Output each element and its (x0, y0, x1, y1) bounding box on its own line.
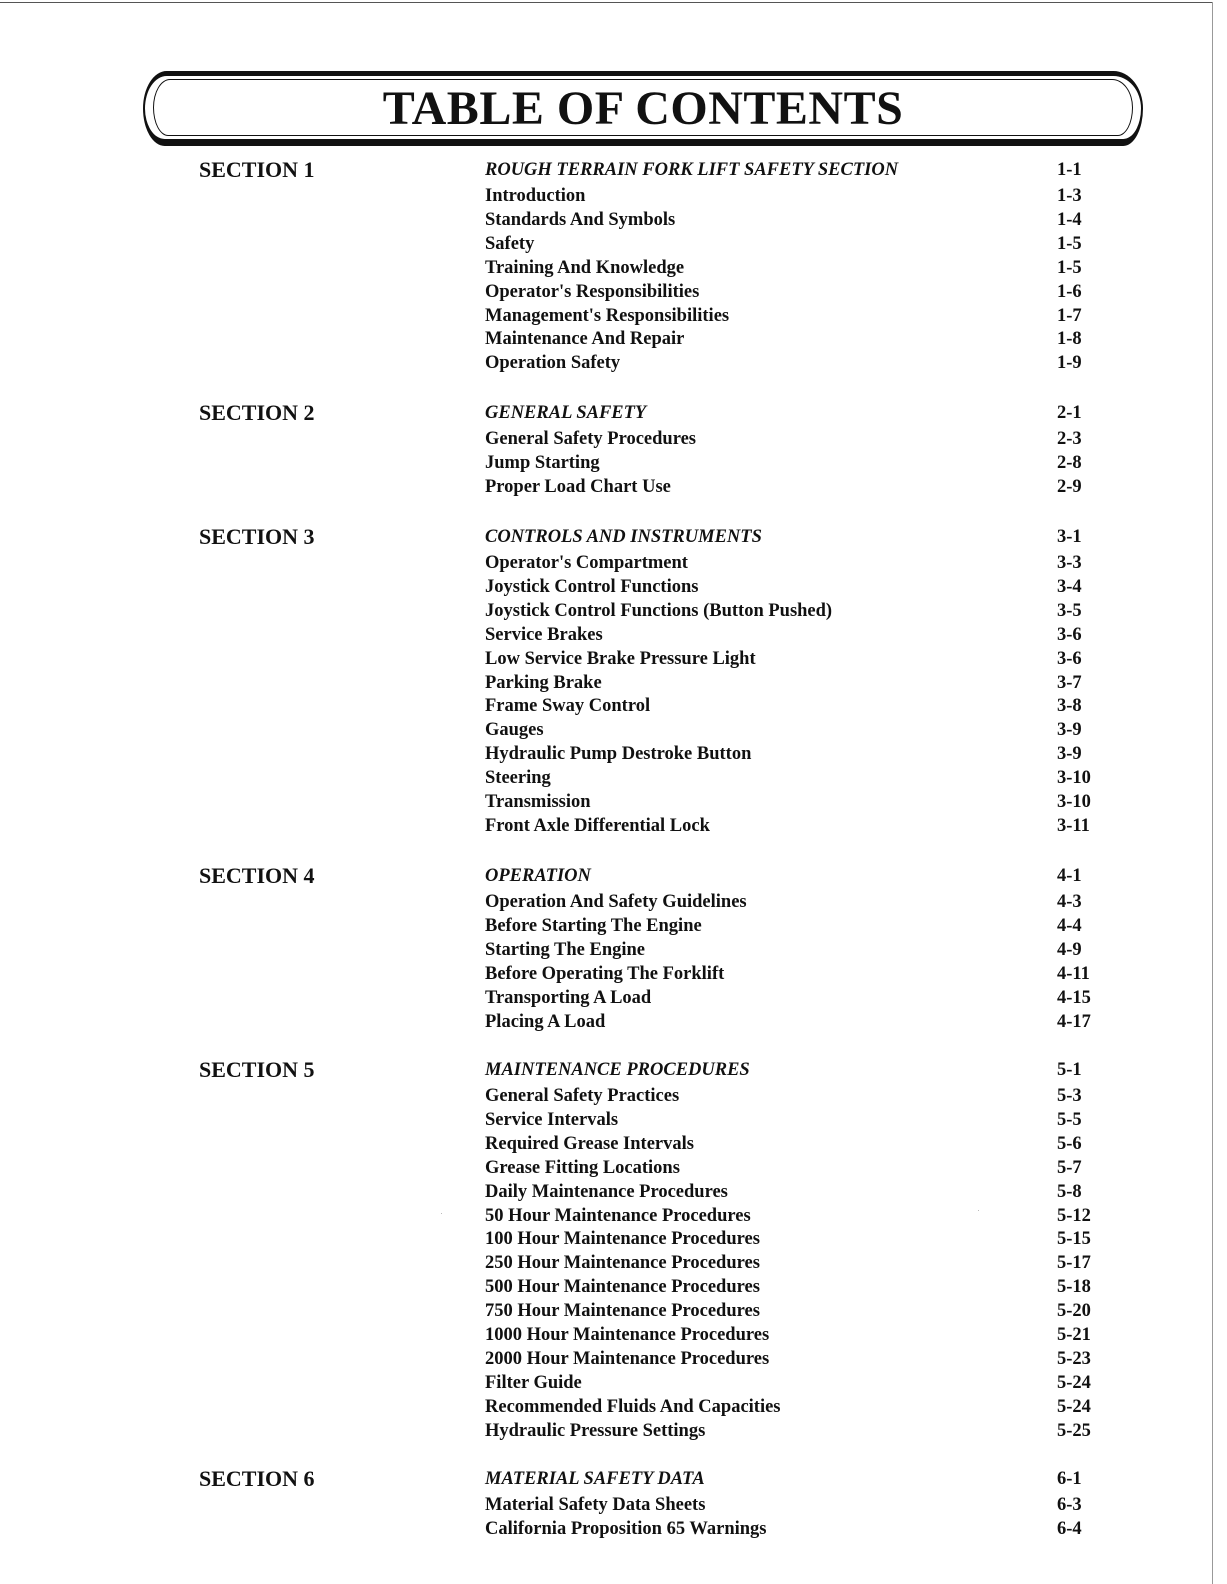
toc-entry-row[interactable] (0, 1156, 1227, 1180)
toc-entry-title: California Proposition 65 Warnings (485, 1518, 767, 1539)
toc-entry-row[interactable] (0, 184, 1227, 208)
toc-entry-title: 250 Hour Maintenance Procedures (485, 1253, 760, 1274)
section-heading-title: MATERIAL SAFETY DATA (485, 1469, 705, 1489)
toc-entry-title: General Safety Practices (485, 1086, 680, 1106)
toc-entry-title: Starting The Engine (485, 939, 646, 960)
toc-entry-title: Training And Knowledge (485, 257, 685, 278)
toc-entry-page-number: 3-8 (1057, 696, 1082, 717)
toc-entry-row[interactable] (0, 475, 1227, 499)
toc-entry-page-number: 3-10 (1057, 792, 1091, 812)
section-heading-title: ROUGH TERRAIN FORK LIFT SAFETY SECTION (485, 160, 899, 180)
toc-entry-row[interactable] (0, 694, 1227, 718)
toc-entry-page-number: 3-4 (1057, 576, 1082, 597)
toc-entry-row[interactable] (0, 1323, 1227, 1347)
toc-entry-page-number: 2-3 (1057, 429, 1082, 449)
toc-entry-title: Recommended Fluids And Capacities (485, 1396, 781, 1417)
toc-entry-page-number: 5-24 (1057, 1396, 1091, 1417)
toc-entry-title: Operation Safety (485, 353, 621, 374)
section-label: SECTION 6 (199, 1466, 315, 1491)
toc-entry-row[interactable] (0, 1132, 1227, 1156)
toc-entry-row[interactable] (0, 1010, 1227, 1034)
section-heading-page-number: 1-1 (1057, 160, 1082, 180)
toc-entry-row[interactable] (0, 986, 1227, 1010)
toc-entry-page-number: 5-5 (1057, 1109, 1082, 1130)
toc-entry-title: General Safety Procedures (485, 429, 696, 449)
toc-entry-title: Safety (485, 233, 535, 254)
toc-entry-page-number: 5-23 (1057, 1348, 1091, 1369)
toc-entry-row[interactable] (0, 790, 1227, 814)
scan-speck (978, 1210, 979, 1211)
toc-entry-title: Joystick Control Functions (Button Pushed) (485, 600, 833, 621)
toc-entry-page-number: 5-24 (1057, 1372, 1091, 1393)
toc-entry-row[interactable] (0, 914, 1227, 938)
toc-entry-title: Front Axle Differential Lock (485, 815, 710, 836)
toc-entry-page-number: 3-11 (1057, 815, 1090, 836)
toc-entry-title: Transporting A Load (485, 987, 652, 1008)
section-label: SECTION 3 (199, 524, 315, 549)
toc-entry-title: Hydraulic Pump Destroke Button (485, 744, 752, 765)
toc-entry-title: Gauges (485, 720, 544, 741)
section-heading-title: OPERATION (485, 866, 591, 886)
toc-entry-row[interactable] (0, 814, 1227, 838)
toc-entry-page-number: 1-8 (1057, 329, 1082, 350)
toc-entry-row[interactable] (0, 575, 1227, 599)
toc-entry-row[interactable] (0, 327, 1227, 351)
toc-entry-title: Operation And Safety Guidelines (485, 892, 747, 912)
toc-entry-page-number: 6-3 (1057, 1495, 1082, 1515)
toc-entry-row[interactable] (0, 938, 1227, 962)
toc-entry-title: Introduction (485, 186, 586, 206)
toc-entry-row[interactable] (0, 890, 1227, 914)
toc-entry-page-number: 1-6 (1057, 281, 1082, 302)
section-heading-row[interactable] (0, 864, 1227, 888)
toc-entry-row[interactable] (0, 1371, 1227, 1395)
toc-entry-row[interactable] (0, 718, 1227, 742)
toc-entry-page-number: 5-15 (1057, 1229, 1091, 1250)
toc-entry-title: Service Intervals (485, 1109, 619, 1130)
toc-entry-page-number: 4-11 (1057, 963, 1090, 984)
toc-entry-page-number: 2-9 (1057, 476, 1082, 497)
toc-entry-page-number: 5-21 (1057, 1325, 1091, 1345)
toc-entry-page-number: 3-7 (1057, 672, 1082, 693)
section-label: SECTION 2 (199, 400, 315, 425)
toc-entry-row[interactable] (0, 1108, 1227, 1132)
toc-entry-row[interactable] (0, 623, 1227, 647)
toc-entry-page-number: 1-3 (1057, 186, 1082, 206)
toc-entry-page-number: 1-7 (1057, 305, 1082, 326)
toc-entry-title: 2000 Hour Maintenance Procedures (485, 1348, 770, 1369)
toc-entry-title: Joystick Control Functions (485, 576, 699, 597)
toc-entry-page-number: 5-6 (1057, 1133, 1082, 1154)
toc-entry-title: Transmission (485, 792, 591, 812)
toc-entry-row[interactable] (0, 599, 1227, 623)
toc-entry-row[interactable] (0, 1299, 1227, 1323)
toc-entry-title: 100 Hour Maintenance Procedures (485, 1229, 760, 1250)
toc-entry-row[interactable] (0, 742, 1227, 766)
page-title: TABLE OF CONTENTS (382, 81, 904, 135)
toc-entry-row[interactable] (0, 766, 1227, 790)
section-heading-page-number: 3-1 (1057, 527, 1082, 547)
toc-entry-title: Service Brakes (485, 624, 603, 645)
section-heading-row[interactable] (0, 1058, 1227, 1082)
toc-entry-title: Required Grease Intervals (485, 1133, 694, 1154)
toc-entry-title: Daily Maintenance Procedures (485, 1181, 728, 1202)
toc-entry-title: Before Operating The Forklift (485, 963, 725, 984)
toc-entry-page-number: 4-4 (1057, 915, 1082, 936)
toc-entry-title: Maintenance And Repair (485, 329, 685, 350)
section-heading-row[interactable] (0, 1467, 1227, 1491)
toc-entry-title: Standards And Symbols (485, 209, 676, 230)
toc-entry-title: Operator's Compartment (485, 553, 688, 573)
section-heading-page-number: 2-1 (1057, 403, 1082, 423)
toc-entry-row[interactable] (0, 1347, 1227, 1371)
section-heading-row[interactable] (0, 158, 1227, 182)
toc-entry-row[interactable] (0, 351, 1227, 375)
toc-entry-page-number: 5-8 (1057, 1181, 1082, 1202)
toc-entry-page-number: 5-25 (1057, 1420, 1091, 1441)
toc-entry-row[interactable] (0, 427, 1227, 451)
section-heading-title: GENERAL SAFETY (485, 403, 647, 423)
toc-entry-page-number: 5-3 (1057, 1086, 1082, 1106)
toc-entry-row[interactable] (0, 1204, 1227, 1228)
toc-entry-title: Grease Fitting Locations (485, 1157, 680, 1178)
toc-entry-page-number: 1-5 (1057, 257, 1082, 278)
section-heading-page-number: 6-1 (1057, 1469, 1082, 1489)
toc-entry-row[interactable] (0, 256, 1227, 280)
toc-entry-row[interactable] (0, 1395, 1227, 1419)
toc-entry-page-number: 3-3 (1057, 553, 1082, 573)
scan-speck (441, 1213, 442, 1214)
section-heading-page-number: 5-1 (1057, 1060, 1082, 1080)
section-label: SECTION 5 (199, 1057, 315, 1082)
section-label: SECTION 4 (199, 863, 315, 888)
section-heading-title: CONTROLS AND INSTRUMENTS (485, 527, 762, 547)
toc-entry-title: Parking Brake (485, 672, 602, 693)
toc-entry-title: Before Starting The Engine (485, 915, 702, 936)
toc-entry-row[interactable] (0, 551, 1227, 575)
toc-entry-title: Operator's Responsibilities (485, 281, 700, 302)
toc-entry-page-number: 1-9 (1057, 353, 1082, 374)
toc-entry-page-number: 4-15 (1057, 987, 1091, 1008)
toc-entry-row[interactable] (0, 1180, 1227, 1204)
toc-entry-title: Material Safety Data Sheets (485, 1495, 706, 1515)
toc-entry-row[interactable] (0, 1419, 1227, 1443)
toc-entry-row[interactable] (0, 962, 1227, 986)
toc-entry-title: Filter Guide (485, 1372, 582, 1393)
toc-entry-page-number: 5-20 (1057, 1301, 1091, 1322)
toc-entry-row[interactable] (0, 208, 1227, 232)
toc-entry-row[interactable] (0, 1227, 1227, 1251)
toc-entry-title: 750 Hour Maintenance Procedures (485, 1301, 760, 1322)
toc-entry-page-number: 1-5 (1057, 233, 1082, 254)
toc-entry-page-number: 6-4 (1057, 1518, 1082, 1539)
toc-entry-row[interactable] (0, 304, 1227, 328)
section-heading-row[interactable] (0, 401, 1227, 425)
toc-entry-row[interactable] (0, 1084, 1227, 1108)
toc-entry-title: Placing A Load (485, 1011, 606, 1032)
toc-entry-page-number: 3-10 (1057, 768, 1091, 789)
toc-entry-row[interactable] (0, 647, 1227, 671)
toc-entry-page-number: 3-9 (1057, 744, 1082, 765)
toc-entry-page-number: 5-17 (1057, 1253, 1091, 1274)
toc-entry-row[interactable] (0, 451, 1227, 475)
section-heading-page-number: 4-1 (1057, 866, 1082, 886)
toc-entry-title: Low Service Brake Pressure Light (485, 648, 756, 669)
section-heading-title: MAINTENANCE PROCEDURES (485, 1060, 750, 1080)
toc-entry-title: 500 Hour Maintenance Procedures (485, 1277, 760, 1298)
toc-entry-title: Proper Load Chart Use (485, 476, 671, 497)
toc-entry-row[interactable] (0, 232, 1227, 256)
toc-entry-page-number: 3-6 (1057, 624, 1082, 645)
toc-entry-title: Management's Responsibilities (485, 305, 730, 326)
toc-entry-row[interactable] (0, 671, 1227, 695)
toc-entry-page-number: 5-12 (1057, 1205, 1091, 1226)
section-label: SECTION 1 (199, 157, 315, 182)
toc-entry-row[interactable] (0, 1251, 1227, 1275)
toc-entry-page-number: 4-17 (1057, 1011, 1091, 1032)
toc-entry-title: Hydraulic Pressure Settings (485, 1420, 706, 1441)
toc-entry-row[interactable] (0, 280, 1227, 304)
toc-entry-page-number: 3-9 (1057, 720, 1082, 741)
toc-entry-page-number: 5-7 (1057, 1157, 1082, 1178)
toc-entry-row[interactable] (0, 1493, 1227, 1517)
toc-entry-page-number: 3-5 (1057, 600, 1082, 621)
toc-entry-page-number: 4-9 (1057, 939, 1082, 960)
toc-entry-title: Steering (485, 768, 551, 789)
toc-entry-page-number: 5-18 (1057, 1277, 1091, 1298)
toc-entry-row[interactable] (0, 1517, 1227, 1541)
toc-entry-page-number: 2-8 (1057, 452, 1082, 473)
section-heading-row[interactable] (0, 525, 1227, 549)
toc-entry-title: Frame Sway Control (485, 696, 651, 717)
toc-entry-title: 1000 Hour Maintenance Procedures (485, 1325, 770, 1345)
toc-entry-page-number: 1-4 (1057, 209, 1082, 230)
toc-entry-title: Jump Starting (485, 452, 600, 473)
toc-entry-title: 50 Hour Maintenance Procedures (485, 1205, 751, 1226)
toc-entry-page-number: 3-6 (1057, 648, 1082, 669)
toc-entry-page-number: 4-3 (1057, 892, 1082, 912)
toc-entry-row[interactable] (0, 1275, 1227, 1299)
